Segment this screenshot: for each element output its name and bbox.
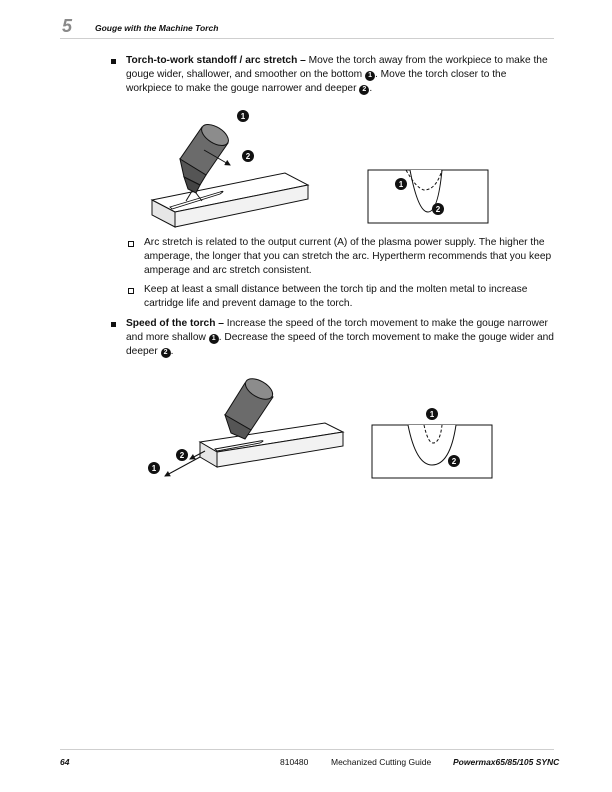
standoff-torch-figure — [140, 105, 330, 230]
speed-cross-section-figure — [370, 405, 494, 480]
torch-body — [225, 375, 276, 439]
callout-2-label: 2 — [179, 451, 185, 460]
sub-bullet — [128, 241, 134, 247]
page-number: 64 — [60, 757, 70, 767]
callout-2-label: 2 — [435, 205, 441, 214]
speed-text-1: Increase the speed of the torch movement to make the gouge narrower and more shallow — [126, 318, 548, 343]
standoff-text-3: . — [369, 82, 373, 94]
doc-number: 810480 — [280, 757, 309, 767]
standoff-text-1: Move the torch away from the workpiece to make the gouge wider, shallower, and smoother on the bottom — [126, 55, 548, 80]
section-bullet — [111, 322, 116, 327]
callout-1-label: 1 — [240, 112, 246, 121]
footer-rule — [60, 749, 554, 750]
callout-marker: 1 — [209, 334, 219, 344]
sub-bullet-text: Keep at least a small distance between the torch tip and the molten metal to increase cartridge life and prevent damage to the torch. — [144, 284, 528, 309]
standoff-paragraph — [126, 54, 554, 96]
callout-2-label: 2 — [245, 152, 251, 161]
chapter-number: 5 — [62, 16, 73, 36]
section-bullet — [111, 59, 116, 64]
sub-bullet-text: Arc stretch is related to the output current (A) of the plasma power supply. The higher the amperage, the longer that you can stretch the arc. Hypertherm recommends that you keep amperage and arc stretch consistent. — [144, 237, 552, 276]
callout-1-label: 1 — [151, 464, 157, 473]
torch-body — [180, 120, 232, 193]
callout-marker: 2 — [161, 348, 171, 358]
speed-text-3: . — [170, 345, 174, 357]
speed-paragraph — [126, 317, 554, 359]
callout-marker: 1 — [365, 71, 375, 81]
standoff-heading: Torch-to-work standoff / arc stretch – — [126, 55, 306, 66]
guide-title: Mechanized Cutting Guide — [331, 757, 432, 767]
speed-text-2: . Decrease the speed of the torch movement to make the gouge wider and deeper — [126, 331, 554, 357]
standoff-text-2: . Move the torch closer to the workpiece to make the gouge narrower and deeper — [126, 68, 507, 94]
callout-1-label: 1 — [398, 180, 404, 189]
callout-2-label: 2 — [451, 457, 457, 466]
speed-torch-figure — [145, 375, 345, 485]
callout-1-label: 1 — [429, 410, 435, 419]
standoff-cross-section-figure — [366, 168, 490, 228]
callout-marker: 2 — [359, 85, 369, 95]
product-name: Powermax65/85/105 SYNC — [453, 757, 560, 767]
sub-bullet — [128, 288, 134, 294]
chapter-title: Gouge with the Machine Torch — [95, 23, 219, 33]
speed-heading: Speed of the torch – — [126, 318, 224, 329]
header-rule — [60, 38, 554, 39]
